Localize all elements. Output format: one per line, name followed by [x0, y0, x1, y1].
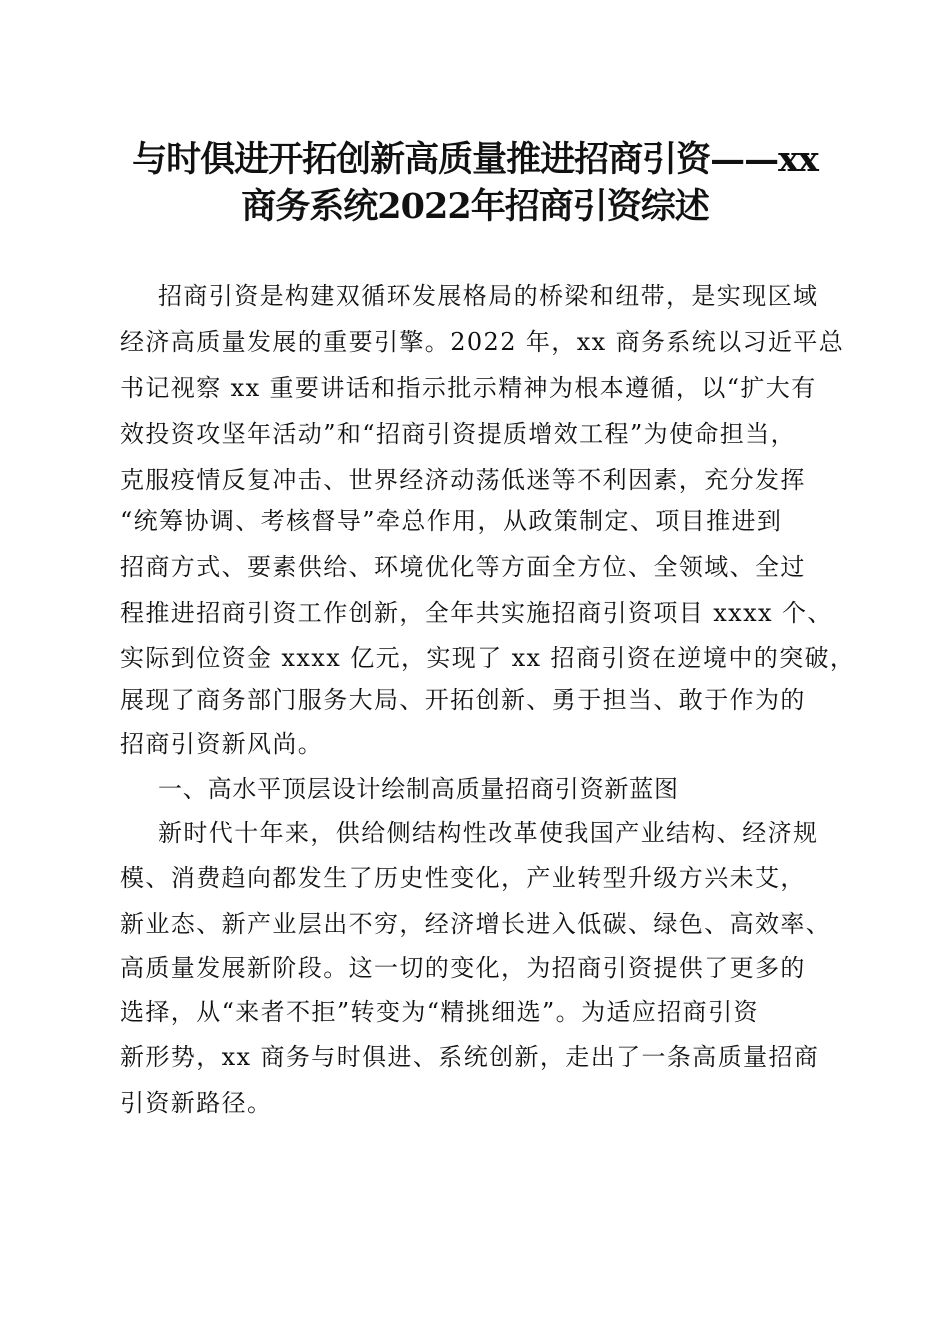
paragraph-1-line: 效投资攻坚年活动”和“招商引资提质增效工程”为使命担当， — [120, 420, 797, 448]
paragraph-1-line: “统筹协调、考核督导”牵总作用，从政策制定、项目推进到 — [120, 507, 783, 535]
section-1-heading: 一、高水平顶层设计绘制高质量招商引资新蓝图 — [158, 775, 679, 803]
paragraph-2-line: 引资新路径。 — [120, 1089, 273, 1117]
paragraph-2-line: 模、消费趋向都发生了历史性变化，产业转型升级方兴未艾， — [120, 864, 806, 892]
paragraph-1-line: 招商引资是构建双循环发展格局的桥梁和纽带，是实现区域 — [158, 282, 819, 310]
paragraph-2-line: 新形势，xx 商务与时俱进、系统创新，走出了一条高质量招商 — [120, 1043, 820, 1071]
paragraph-2-line: 新时代十年来，供给侧结构性改革使我国产业结构、经济规 — [158, 819, 819, 847]
paragraph-1-line: 书记视察 xx 重要讲话和指示批示精神为根本遵循，以“扩大有 — [120, 374, 817, 402]
paragraph-2-line: 选择，从“来者不拒”转变为“精挑细选”。为适应招商引资 — [120, 998, 759, 1026]
paragraph-2-line: 新业态、新产业层出不穷，经济增长进入低碳、绿色、高效率、 — [120, 910, 832, 938]
document-title-line-1: 与时俱进开拓创新高质量推进招商引资——xx — [132, 139, 818, 180]
paragraph-1-line: 展现了商务部门服务大局、开拓创新、勇于担当、敢于作为的 — [120, 686, 806, 714]
paragraph-1-line: 克服疫情反复冲击、世界经济动荡低迷等不利因素，充分发挥 — [120, 466, 806, 494]
paragraph-1-line: 经济高质量发展的重要引擎。2022 年，xx 商务系统以习近平总 — [120, 328, 845, 356]
paragraph-1-line: 实际到位资金 xxxx 亿元，实现了 xx 招商引资在逆境中的突破， — [120, 644, 856, 672]
document-title-line-2: 商务系统2022年招商引资综述 — [241, 186, 709, 227]
paragraph-1-line: 招商方式、要素供给、环境优化等方面全方位、全领域、全过 — [120, 553, 806, 581]
paragraph-1-line: 程推进招商引资工作创新，全年共实施招商引资项目 xxxx 个、 — [120, 599, 833, 627]
paragraph-2-line: 高质量发展新阶段。这一切的变化，为招商引资提供了更多的 — [120, 954, 806, 982]
paragraph-1-line: 招商引资新风尚。 — [120, 730, 324, 758]
